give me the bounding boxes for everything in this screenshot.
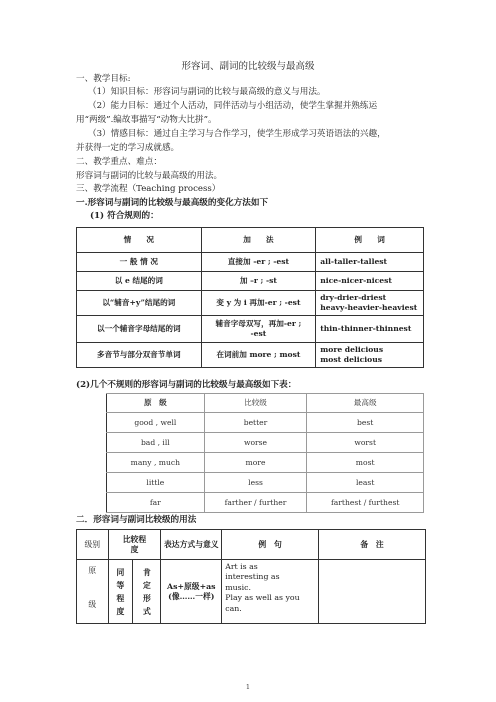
cell-form (133, 560, 161, 624)
goal-ability-line2: 用“两级”.编故事描写“动物大比拼”。 (76, 115, 217, 125)
cell-method: 在词前加 more ; most (201, 343, 316, 368)
heading-irregular: (2)几个不规则的形容词与副词的比较级与最高级如下表： (76, 380, 297, 390)
header-expression: 表达方式与意义 (161, 530, 222, 560)
header-positive: 原 级 (107, 394, 205, 413)
form-char: 式 (142, 606, 151, 616)
cell-method: 加 –r ; -st (201, 272, 316, 291)
cell-comparative: less (204, 473, 307, 493)
cell-positive: bad , ill (107, 433, 205, 453)
header-degree: 比较程 度 (108, 530, 161, 560)
table-header-row (107, 394, 424, 413)
cell-superlative: best (307, 413, 424, 433)
cell-example: dry-drier-driest heavy-heavier-heaviest (316, 291, 424, 316)
table-row (107, 433, 424, 453)
cell-example: Art is as interesting as music. Play as well as you can. (222, 560, 319, 624)
cell-method: 变 y 为 i 再加-er ; -est (201, 291, 316, 316)
cell-note (319, 560, 426, 624)
table-row (107, 453, 424, 473)
irregular-forms-table (106, 393, 424, 513)
regular-rules-table (76, 227, 424, 368)
table-row (77, 343, 424, 368)
header-example: 例 句 (222, 530, 319, 560)
section-key-points: 二、教学重点、难点： (76, 157, 162, 167)
heading-usage: 二．形容词与副词比较级的用法 (76, 515, 197, 525)
header-level: 级别 (77, 530, 109, 560)
degree-char: 度 (116, 606, 125, 616)
cell-superlative: least (307, 473, 424, 493)
form-char: 定 (142, 580, 151, 590)
cell-expression: As+原级+as (像……一样) (161, 560, 222, 624)
cell-level (77, 560, 109, 624)
header-method: 加 法 (201, 228, 316, 253)
cell-comparative: better (204, 413, 307, 433)
cell-superlative: farthest / furthest (307, 493, 424, 513)
cell-example: all-taller-tallest (316, 253, 424, 272)
goal-knowledge: （1）知识目标：形容词与副词的比较与最高级的意义与用法。 (88, 87, 326, 97)
form-char: 形 (142, 593, 151, 603)
cell-example: nice-nicer-nicest (316, 272, 424, 291)
heading-change-methods: 一.形容词与副词的比较级与最高级的变化方法如下 (76, 198, 269, 208)
cell-positive: good , well (107, 413, 205, 433)
table-row (77, 560, 426, 624)
cell-situation: 以一个辅音字母结尾的词 (77, 316, 202, 343)
cell-situation: 以“辅音+y”结尾的词 (77, 291, 202, 316)
degree-char: 等 (116, 580, 125, 590)
degree-char: 同 (116, 567, 125, 577)
cell-positive: far (107, 493, 205, 513)
degree-char: 程 (116, 593, 125, 603)
goal-ability-line1: （2）能力目标：通过个人活动，同伴活动与小组活动，使学生掌握并熟练运 (88, 101, 378, 111)
section-teaching-goals: 一、教学目标: (76, 74, 131, 84)
level-bottom-char: 级 (88, 600, 97, 609)
cell-comparative: worse (204, 433, 307, 453)
table-row (107, 413, 424, 433)
table-row (77, 291, 424, 316)
heading-regular: (1) 符合规则的： (90, 211, 159, 221)
cell-comparative: farther / further (204, 493, 307, 513)
goal-emotion-line1: （3）情感目标：通过自主学习与合作学习，使学生形成学习英语语法的兴趣， (88, 129, 386, 139)
cell-situation: 一 般 情 况 (77, 253, 202, 272)
cell-superlative: worst (307, 433, 424, 453)
cell-degree (108, 560, 133, 624)
header-note: 备 注 (319, 530, 426, 560)
goal-emotion-line2: 并获得一定的学习成就感。 (76, 143, 180, 153)
table-header-row (77, 228, 424, 253)
page-number: 1 (245, 683, 251, 691)
cell-superlative: most (307, 453, 424, 473)
table-header-row (77, 530, 426, 560)
table-row (77, 316, 424, 343)
section-teaching-process: 三、教学流程（Teaching process） (76, 184, 221, 194)
header-superlative: 最高级 (307, 394, 424, 413)
header-situation: 情 况 (77, 228, 202, 253)
usage-table (76, 529, 426, 624)
cell-method: 辅音字母双写，再加-er ; -est (201, 316, 316, 343)
cell-method: 直接加 -er ; -est (201, 253, 316, 272)
cell-example: more delicious most delicious (316, 343, 424, 368)
table-row (107, 493, 424, 513)
table-row (107, 473, 424, 493)
cell-positive: many , much (107, 453, 205, 473)
cell-positive: little (107, 473, 205, 493)
header-examples: 例 词 (316, 228, 424, 253)
table-row (77, 272, 424, 291)
form-char: 肯 (142, 567, 151, 577)
cell-comparative: more (204, 453, 307, 473)
cell-situation: 多音节与部分双音节单词 (77, 343, 202, 368)
header-comparative: 比较级 (204, 394, 307, 413)
cell-situation: 以 e 结尾的词 (77, 272, 202, 291)
table-row (77, 253, 424, 272)
document-title: 形容词、副词的比较级与最高级 (181, 61, 315, 72)
key-points-text: 形容词与副词的比较与最高级的用法。 (76, 171, 223, 181)
level-top-char: 原 (88, 566, 97, 575)
cell-example: thin-thinner-thinnest (316, 316, 424, 343)
